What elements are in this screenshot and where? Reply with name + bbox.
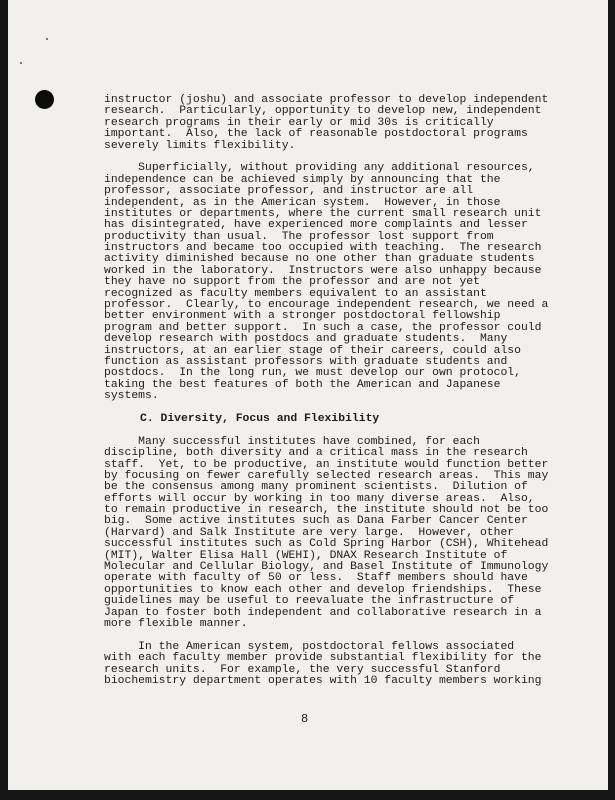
body-text [104,95,584,699]
text-line: In the American system, postdoctoral fellows associated [104,640,515,653]
text-line: instructors, at an earlier stage of their careers, could also [104,344,521,357]
text-line: discipline, both diversity and a critical mass in the research [104,447,528,460]
text-line: instructors and became too occupied with teaching. The research [104,242,542,255]
text-line: more flexible manner. [104,617,248,630]
text-line: better environment with a stronger postdoctoral fellowship [104,310,501,323]
text-line: program and better support. In such a case, the professor could [104,321,542,334]
text-line: professor. Clearly, to encourage independent research, we need a [104,299,549,312]
text-line: operate with faculty of 50 or less. Staff members should have [104,572,528,585]
punch-hole [35,90,54,109]
text-line: guidelines may be useful to reevaluate the infrastructure of [104,595,515,608]
text-line: independent, as in the American system. However, in those [104,196,501,209]
text-line: successful institutes such as Cold Spring Harbor (CSH), Whitehead [104,538,549,551]
text-line: by focusing on fewer carefully selected research areas. This may [104,469,549,482]
text-line: severely limits flexibility. [104,139,296,152]
text-line: (MIT), Walter Elisa Hall (WEHI), DNAX Research Institute of [104,549,508,562]
text-line: worked in the laboratory. Instructors were also unhappy because [104,264,542,277]
text-line: recognized as faculty members equivalent to an assistant [104,287,487,300]
paragraph-2 [104,163,584,402]
text-line: to remain productive in research, the institute should not be too [104,504,549,517]
text-line: postdocs. In the long run, we must develop our own protocol, [104,367,521,380]
text-line: opportunities to know each other and develop friendships. These [104,583,542,596]
text-line: independence can be achieved simply by announcing that the [104,173,501,186]
text-line: Japan to foster both independent and collaborative research in a [104,606,542,619]
text-line: staff. Yet, to be productive, an institute would function better [104,458,549,471]
text-line: Molecular and Cellular Biology, and Basel Institute of Immunology [104,561,549,574]
text-line: Many successful institutes have combined, for each [104,435,480,448]
text-line: activity diminished because no one other than graduate students [104,253,535,266]
text-line: institutes or departments, where the current small research unit [104,207,542,220]
text-line: productivity than usual. The professor lost support from [104,230,494,243]
text-line: be the consensus among many prominent scientists. Dilution of [104,481,528,494]
text-line: function as assistant professors with graduate students and [104,355,508,368]
text-line: with each faculty member provide substantial flexibility for the [104,652,542,665]
page-number: 8 [301,712,309,726]
text-line: efforts will occur by working in too many diverse areas. Also, [104,492,535,505]
section-heading: C. Diversity, Focus and Flexibility [140,412,380,425]
text-line: (Harvard) and Salk Institute are very large. However, other [104,526,515,539]
text-line: they have no support from the professor and are not yet [104,276,480,289]
text-line: research. Particularly, opportunity to develop new, independent [104,105,542,118]
speck [20,62,22,64]
text-line: has disintegrated, have experienced more complaints and lesser [104,219,528,232]
speck [46,38,48,40]
text-line: systems. [104,390,159,403]
text-line: research units. For example, the very successful Stanford [104,663,501,676]
text-line: Superficially, without providing any additional resources, [104,162,535,175]
paragraph-4 [104,642,584,688]
text-line: develop research with postdocs and graduate students. Many [104,333,508,346]
paragraph-1 [104,95,584,152]
text-line: instructor (joshu) and associate professor to develop independent [104,94,549,106]
text-line: professor, associate professor, and instructor are all [104,185,474,198]
text-line: taking the best features of both the American and Japanese [104,378,501,391]
text-line: biochemistry department operates with 10 faculty members working [104,674,542,687]
paragraph-3 [104,437,584,631]
text-line: research programs in their early or mid 30s is critically [104,116,494,129]
text-line: big. Some active institutes such as Dana Farber Cancer Center [104,515,528,528]
text-line: important. Also, the lack of reasonable postdoctoral programs [104,128,528,141]
